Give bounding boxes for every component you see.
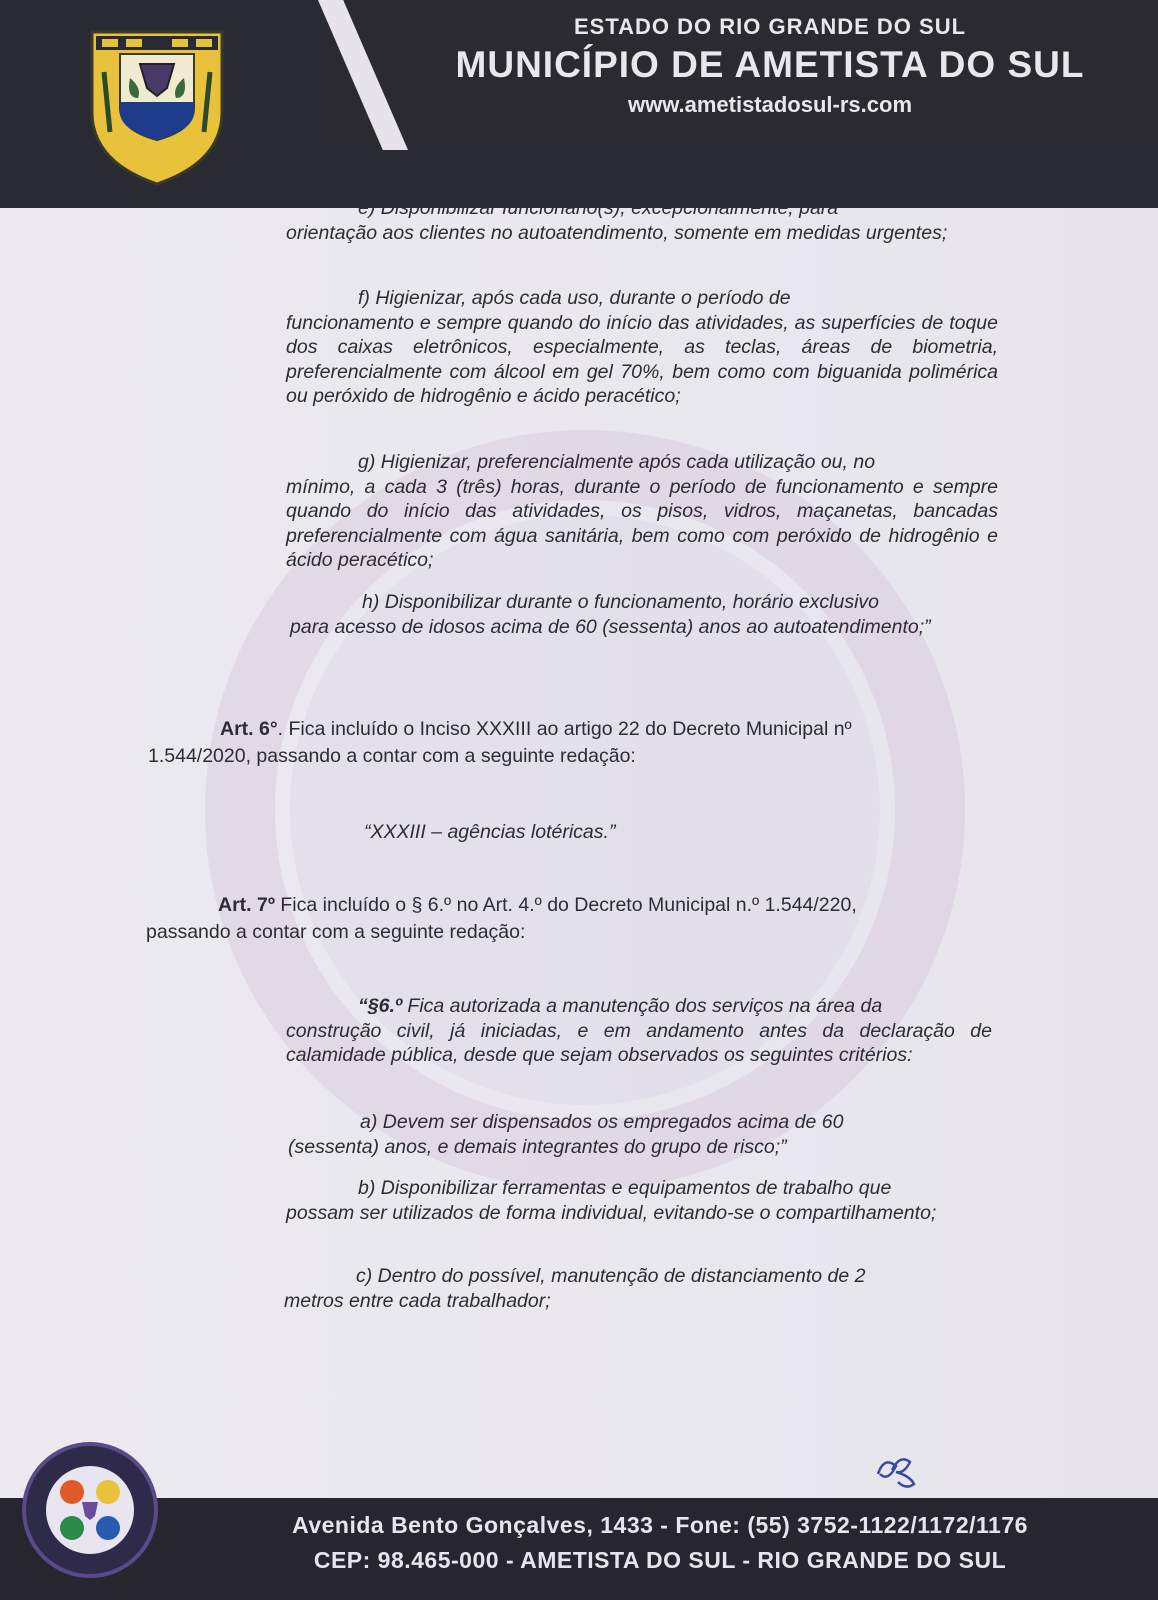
- item-e-first: e) Disponibilizar funcionário(s), excepcionalmente, para: [358, 197, 839, 219]
- paragraph-6-rest: construção civil, já iniciadas, e em andamento antes da declaração de calamidade pública, desde que sejam observados os seguintes critérios:: [286, 1019, 992, 1066]
- header-text: [420, 10, 1120, 118]
- item-g-first: g) Higienizar, preferencialmente após cada utilização ou, no: [358, 451, 876, 473]
- item-f-first: f) Higienizar, após cada uso, durante o período de: [358, 287, 791, 309]
- website-link[interactable]: www.ametistadosul-rs.com: [627, 92, 913, 117]
- article-7-cont: passando a contar com a seguinte redação:: [146, 921, 526, 943]
- article-7: [146, 892, 1006, 946]
- article-6-cont: 1.544/2020, passando a contar com a seguinte redação:: [148, 745, 636, 767]
- state-name: ESTADO DO RIO GRANDE DO SUL: [573, 14, 967, 39]
- signature-icon: [870, 1452, 930, 1492]
- item-h: [290, 590, 996, 639]
- item-h-rest: para acesso de idosos acima de 60 (sessenta) anos ao autoatendimento;”: [290, 615, 931, 638]
- campaign-logo-icon: [20, 1440, 160, 1580]
- coat-of-arms-icon: [82, 12, 232, 190]
- item-h-first: h) Disponibilizar durante o funcionamento, horário exclusivo: [362, 591, 880, 613]
- item-e: [286, 196, 998, 245]
- item-f: [286, 286, 998, 409]
- item-a-first: a) Devem ser dispensados os empregados acima de 60: [360, 1111, 844, 1133]
- paragraph-6-label: “§6.º: [358, 995, 402, 1017]
- footer-cep: CEP: 98.465-000 - AMETISTA DO SUL - RIO GRANDE DO SUL: [313, 1547, 1007, 1573]
- article-6-quote: “XXXIII – agências lotéricas.”: [364, 821, 616, 843]
- item-g: [286, 450, 998, 573]
- municipality-name: MUNICÍPIO DE AMETISTA DO SUL: [455, 44, 1085, 85]
- item-g-rest: mínimo, a cada 3 (três) horas, durante o período de funcionamento e sempre quando do início das atividades, os pisos, vidros, maçanetas, bancadas preferencialmente com água sanitária, bem como com peróxido de hidrogênio e ácido peracético;: [286, 475, 998, 571]
- article-6: [148, 716, 1008, 770]
- article-6-label: Art. 6°: [220, 718, 278, 740]
- paragraph-6-first: Fica autorizada a manutenção dos serviços na área da: [401, 995, 883, 1017]
- article-7-label: Art. 7º: [218, 894, 275, 916]
- item-a: [288, 1110, 994, 1159]
- article-7-text: Fica incluído o § 6.º no Art. 4.º do Decreto Municipal n.º 1.544/220,: [274, 894, 857, 916]
- item-c-first: c) Dentro do possível, manutenção de distanciamento de 2: [356, 1265, 866, 1287]
- item-c: [284, 1264, 996, 1313]
- paragraph-6: [286, 994, 992, 1068]
- item-e-rest: orientação aos clientes no autoatendimento, somente em medidas urgentes;: [286, 221, 948, 244]
- footer-address: Avenida Bento Gonçalves, 1433 - Fone: (55) 3752-1122/1172/1176: [292, 1512, 1028, 1538]
- item-a-rest: (sessenta) anos, e demais integrantes do grupo de risco;”: [288, 1135, 787, 1158]
- article-6-text: . Fica incluído o Inciso XXXIII ao artigo 22 do Decreto Municipal nº: [277, 718, 852, 740]
- item-b-first: b) Disponibilizar ferramentas e equipamentos de trabalho que: [358, 1177, 892, 1199]
- item-b-rest: possam ser utilizados de forma individual, evitando-se o compartilhamento;: [286, 1201, 937, 1224]
- item-f-rest: funcionamento e sempre quando do início das atividades, as superfícies de toque dos caixas eletrônicos, especialmente, as teclas, áreas de biometria, preferencialmente com álcool em gel 70%, bem como com biguanida polimérica ou peróxido de hidrogênio e ácido peracético;: [286, 311, 998, 407]
- item-c-rest: metros entre cada trabalhador;: [284, 1289, 551, 1312]
- item-b: [286, 1176, 992, 1225]
- footer-text: [190, 1512, 1130, 1574]
